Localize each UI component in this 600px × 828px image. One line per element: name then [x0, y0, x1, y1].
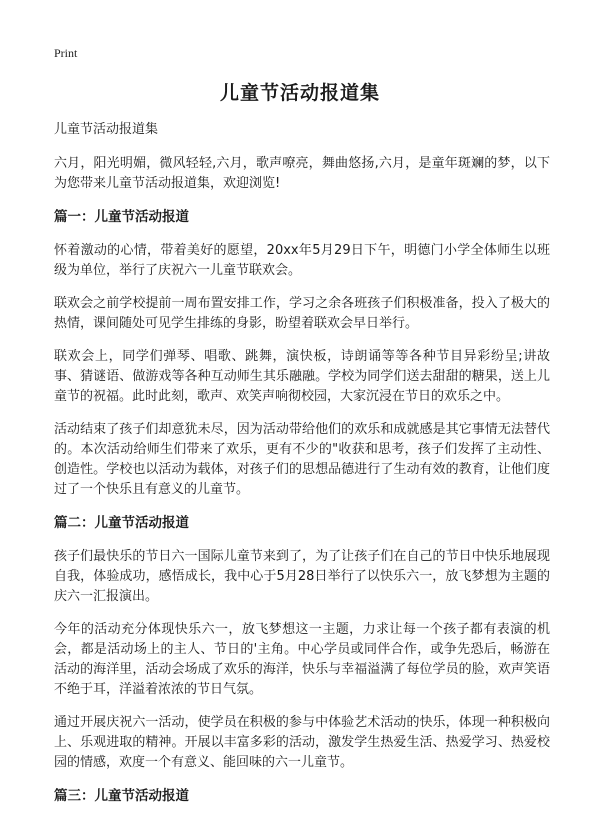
- paragraph: 怀着激动的心情，带着美好的愿望，20xx年5月29日下午，明德门小学全体师生以班级为单位，举行了庆祝六一儿童节联欢会。: [54, 243, 550, 278]
- paragraph: 通过开展庆祝六一活动，使学员在积极的参与中体验艺术活动的快乐，体现一种积极向上、乐观进取的精神。开展以丰富多彩的活动，激发学生热爱生活、热爱学习、热爱校园的情感，欢度一个有意义、能回味的六一儿童节。: [54, 715, 550, 770]
- article-subtitle: 儿童节活动报道集: [54, 122, 159, 137]
- section-heading-3: 篇三：儿童节活动报道: [54, 788, 189, 804]
- section-heading-2: 篇二：儿童节活动报道: [54, 515, 189, 531]
- paragraph: 联欢会之前学校提前一周布置安排工作，学习之余各班孩子们积极准备，投入了极大的热情，课间随处可见学生排练的身影，盼望着联欢会早日举行。: [54, 296, 550, 331]
- print-link[interactable]: Print: [54, 46, 78, 60]
- paragraph: 今年的活动充分体现快乐六一，放飞梦想这一主题，力求让每一个孩子都有表演的机会，都是活动场上的主人、节日的'主角。中心学员或同伴合作，或争先恐后，畅游在活动的海洋里，活动会场成了欢乐的海洋，快乐与幸福溢满了每位学员的脸，欢声笑语不绝于耳，洋溢着浓浓的节日气氛。: [54, 622, 550, 697]
- paragraph: 联欢会上，同学们弹琴、唱歌、跳舞，演快板，诗朗诵等等各种节目异彩纷呈;讲故事、猜谜语、做游戏等各种互动师生其乐融融。学校为同学们送去甜甜的糖果，送上儿童节的祝福。此时此刻，歌声、欢笑声响彻校园，大家沉浸在节日的欢乐之中。: [54, 349, 550, 404]
- section-heading-1: 篇一：儿童节活动报道: [54, 209, 189, 225]
- paragraph: 活动结束了孩子们却意犹未尽，因为活动带给他们的欢乐和成就感是其它事情无法替代的。本次活动给师生们带来了欢乐，更有不少的"收获和思考，孩子们发挥了主动性、创造性。学校也以活动为载体，对孩子们的思想品德进行了生动有效的教育，让他们度过了一个快乐且有意义的儿童节。: [54, 422, 550, 497]
- intro-paragraph: 六月，阳光明媚，微风轻轻,六月，歌声嘹亮，舞曲悠扬,六月，是童年斑斓的梦，以下为您带来儿童节活动报道集，欢迎浏览!: [54, 156, 550, 191]
- article-body: [54, 120, 550, 820]
- paragraph: 孩子们最快乐的节日六一国际儿童节来到了，为了让孩子们在自己的节日中快乐地展现自我，体验成功，感悟成长，我中心于5月28日举行了以快乐六一，放飞梦想为主题的庆六一汇报演出。: [54, 549, 550, 604]
- page-title: 儿童节活动报道集: [219, 82, 380, 104]
